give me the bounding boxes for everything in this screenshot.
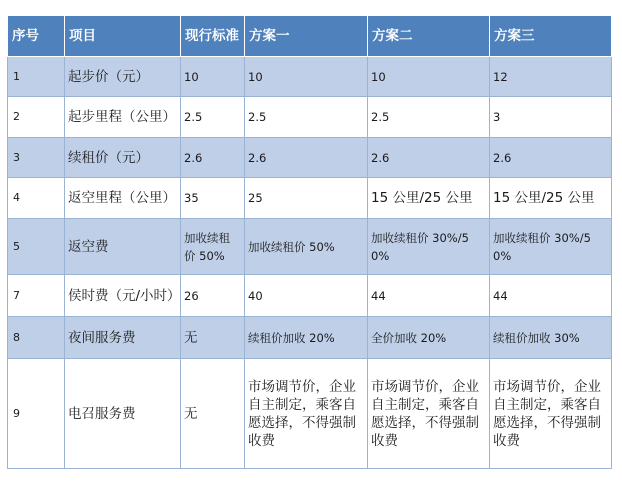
header-plan-one: 方案一 [245, 16, 368, 57]
header-item: 项目 [65, 16, 181, 57]
fare-comparison-table [7, 15, 612, 469]
row-plan-three: 3 [490, 97, 612, 138]
row-current: 2.5 [181, 97, 245, 138]
row-current: 无 [181, 359, 245, 469]
row-current: 2.6 [181, 138, 245, 178]
row-item: 起步价（元） [65, 57, 181, 97]
row-item: 电召服务费 [65, 359, 181, 469]
row-plan-one: 续租价加收 20% [245, 317, 368, 359]
row-plan-three: 15 公里/25 公里 [490, 178, 612, 219]
row-current: 10 [181, 57, 245, 97]
row-plan-three: 44 [490, 275, 612, 317]
table-row [8, 57, 612, 97]
row-plan-two: 15 公里/25 公里 [368, 178, 490, 219]
row-item: 侯时费（元/小时） [65, 275, 181, 317]
row-plan-two: 市场调节价，企业自主制定，乘客自愿选择，不得强制收费 [368, 359, 490, 469]
row-plan-three: 市场调节价，企业自主制定，乘客自愿选择，不得强制收费 [490, 359, 612, 469]
table-row [8, 219, 612, 275]
row-item: 夜间服务费 [65, 317, 181, 359]
header-plan-three: 方案三 [490, 16, 612, 57]
row-plan-one: 2.6 [245, 138, 368, 178]
row-plan-three: 12 [490, 57, 612, 97]
row-plan-one: 市场调节价，企业自主制定，乘客自愿选择，不得强制收费 [245, 359, 368, 469]
row-plan-two: 全价加收 20% [368, 317, 490, 359]
table-row [8, 275, 612, 317]
table-header-row [8, 16, 612, 57]
table-row [8, 97, 612, 138]
row-item: 返空里程（公里） [65, 178, 181, 219]
table-row [8, 359, 612, 469]
row-plan-three: 续租价加收 30% [490, 317, 612, 359]
row-number: 3 [8, 138, 65, 178]
row-plan-one: 10 [245, 57, 368, 97]
row-plan-two: 加收续租价 30%/50% [368, 219, 490, 275]
row-number: 1 [8, 57, 65, 97]
table-row [8, 138, 612, 178]
row-plan-three: 加收续租价 30%/50% [490, 219, 612, 275]
row-item: 起步里程（公里） [65, 97, 181, 138]
row-current: 加收续租价 50% [181, 219, 245, 275]
row-plan-two: 2.5 [368, 97, 490, 138]
header-serial-no: 序号 [8, 16, 65, 57]
row-plan-one: 加收续租价 50% [245, 219, 368, 275]
row-number: 8 [8, 317, 65, 359]
row-plan-two: 44 [368, 275, 490, 317]
row-plan-one: 40 [245, 275, 368, 317]
row-plan-two: 10 [368, 57, 490, 97]
header-current-standard: 现行标准 [181, 16, 245, 57]
row-current: 无 [181, 317, 245, 359]
row-plan-one: 25 [245, 178, 368, 219]
row-plan-one: 2.5 [245, 97, 368, 138]
row-number: 9 [8, 359, 65, 469]
table-row [8, 317, 612, 359]
row-plan-two: 2.6 [368, 138, 490, 178]
row-number: 7 [8, 275, 65, 317]
row-current: 35 [181, 178, 245, 219]
row-current: 26 [181, 275, 245, 317]
row-number: 4 [8, 178, 65, 219]
row-item: 返空费 [65, 219, 181, 275]
header-plan-two: 方案二 [368, 16, 490, 57]
table-row [8, 178, 612, 219]
row-number: 5 [8, 219, 65, 275]
row-number: 2 [8, 97, 65, 138]
row-item: 续租价（元） [65, 138, 181, 178]
row-plan-three: 2.6 [490, 138, 612, 178]
